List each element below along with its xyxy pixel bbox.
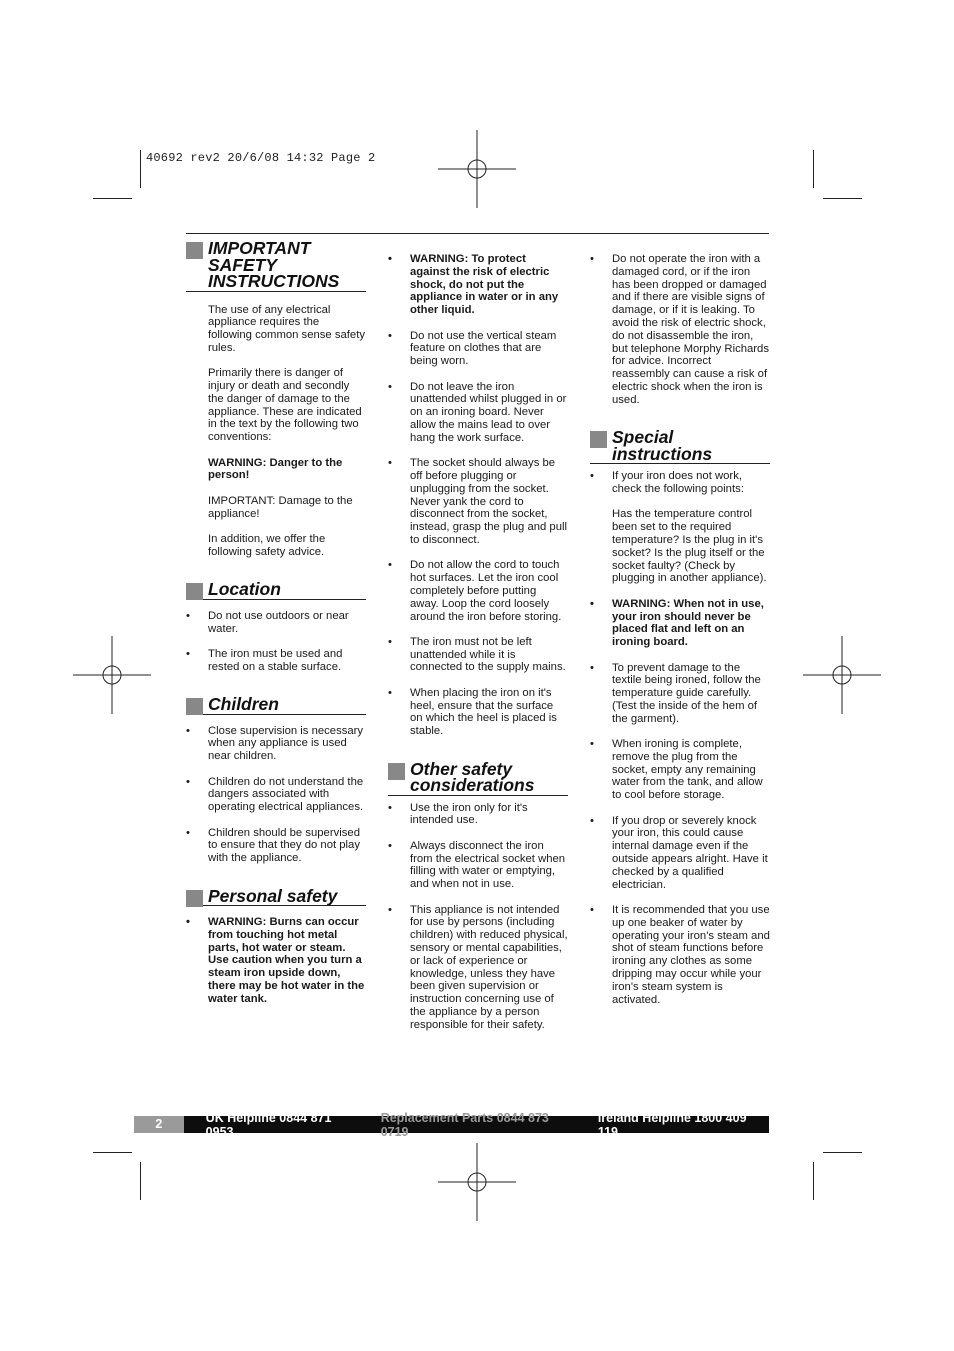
crop-mark (823, 1152, 862, 1153)
list-item: • WARNING: To protect against the risk of electric shock, do not put the appliance in water or in any other liquid. (388, 253, 568, 317)
list-item: • To prevent damage to the textile being ironed, follow the temperature guide carefully. (Test the inside of the hem of the garment). (590, 662, 770, 726)
column-3 (590, 253, 770, 1019)
heading-square-icon (388, 763, 405, 780)
list-item: • If your iron does not work, check the following points: (590, 470, 770, 496)
registration-mark-icon (438, 1143, 516, 1221)
registration-mark-icon (438, 130, 516, 208)
heading-text: Special instructions (612, 427, 713, 464)
list-item: • Children should be supervised to ensure that they do not play with the appliance. (186, 827, 366, 865)
list-item-subtext: Has the temperature control been set to the required temperature? Is the plug in it's socket? Is the plug itself or the socket faulty? (Check by plugging in another appliance). (612, 508, 767, 585)
list-item: • Do not use outdoors or near water. (186, 610, 366, 636)
print-slug: 40692 rev2 20/6/08 14:32 Page 2 (146, 151, 376, 165)
section-heading-important (186, 240, 366, 292)
uk-helpline: UK Helpline 0844 871 0953 (205, 1110, 332, 1139)
footer-helpline-bar (134, 1110, 769, 1139)
list-item: • WARNING: When not in use, your iron should never be placed flat and left on an ironing board. (590, 598, 770, 649)
list-item: • When ironing is complete, remove the plug from the socket, empty any remaining water from the tank, and allow to cool before storage. (590, 738, 770, 802)
heading-text: Personal safety (208, 885, 338, 906)
list-item: • Children do not understand the dangers associated with operating electrical appliances. (186, 776, 366, 814)
list-item: • Do not use the vertical steam feature on clothes that are being worn. (388, 330, 568, 368)
heading-square-icon (590, 431, 607, 448)
section-heading-location (186, 581, 366, 600)
list-item: • The iron must be used and rested on a stable surface. (186, 648, 366, 674)
list-item: • Do not leave the iron unattended whilst plugged in or on an ironing board. Never allow the mains lead to over hang the work surface. (388, 381, 568, 445)
column-1 (186, 240, 366, 1018)
heading-square-icon (186, 583, 203, 600)
crop-mark (813, 150, 814, 188)
warning-paragraph: WARNING: Danger to the person! (208, 456, 343, 482)
ireland-helpline: Ireland Helpline 1800 409 119 (597, 1110, 747, 1139)
top-rule (186, 233, 769, 234)
section-heading-personal-safety (186, 885, 366, 907)
heading-text: IMPORTANT SAFETY INSTRUCTIONS (208, 238, 340, 291)
crop-mark (140, 150, 141, 188)
heading-square-icon (186, 698, 203, 715)
list-item: • Do not allow the cord to touch hot surfaces. Let the iron cool completely before putting away. Loop the cord loosely around the iron before storing. (388, 559, 568, 623)
list-item: • When placing the iron on it's heel, ensure that the surface on which the heel is placed is stable. (388, 687, 568, 738)
page-number: 2 (134, 1116, 184, 1133)
list-item: • The iron must not be left unattended while it is connected to the supply mains. (388, 636, 568, 674)
list-item: • Always disconnect the iron from the electrical socket when filling with water or emptying, and when not in use. (388, 840, 568, 891)
list-item: • It is recommended that you use up one beaker of water by operating your iron's steam and shot of steam functions before ironing any clothes as some dripping may occur while your iron's steam system is activated. (590, 904, 770, 1006)
crop-mark (823, 198, 862, 199)
heading-square-icon (186, 890, 203, 907)
replacement-parts: Replacement Parts 0844 873 0719 (380, 1110, 549, 1139)
list-item: • If you drop or severely knock your iron, this could cause internal damage even if the outside appears alright. Have it checked by a qualified electrician. (590, 815, 770, 892)
paragraph: IMPORTANT: Damage to the appliance! (208, 494, 353, 520)
crop-mark (813, 1162, 814, 1200)
list-item: • This appliance is not intended for use by persons (including children) with reduced physical, sensory or mental capabilities, or lack of experience or knowledge, unless they have been given supervision or instruction concerning use of the appliance by a person responsible for their safety. (388, 904, 568, 1032)
section-heading-special (590, 429, 770, 464)
list-item: • The socket should always be off before plugging or unplugging from the socket. Never yank the cord to disconnect from the socket, instead, grasp the plug and pull to disconnect. (388, 457, 568, 547)
heading-text: Other safety considerations (410, 758, 535, 796)
heading-text: Location (208, 579, 281, 600)
section-heading-other-safety (388, 758, 568, 796)
section-heading-children (186, 696, 366, 715)
paragraph: Primarily there is danger of injury or death and secondly the danger of damage to the appliance. These are indicated in the text by the following two conventions: (208, 367, 362, 444)
crop-mark (93, 198, 132, 199)
registration-mark-icon (803, 636, 881, 714)
registration-mark-icon (73, 636, 151, 714)
paragraph: In addition, we offer the following safety advice. (208, 533, 326, 558)
heading-text: Children (208, 694, 279, 715)
crop-mark (93, 1152, 132, 1153)
list-item: • WARNING: Burns can occur from touching hot metal parts, hot water or steam. Use caution when you turn a steam iron upside down, there may be hot water in the water tank. (186, 916, 366, 1006)
column-2 (388, 253, 568, 1044)
heading-square-icon (186, 242, 203, 259)
list-item: • Close supervision is necessary when any appliance is used near children. (186, 725, 366, 763)
list-item: • Use the iron only for it's intended use. (388, 802, 568, 828)
intro-text (186, 304, 366, 559)
paragraph: The use of any electrical appliance requires the following common sense safety rules. (208, 303, 365, 354)
list-item: • Do not operate the iron with a damaged cord, or if the iron has been dropped or damaged and if there are visible signs of damage, or if it is leaking. To avoid the risk of electric shock, do not disassemble the iron, but telephone Morphy Richards for advice. Incorrect reassembly can cause a risk of electric shock when the iron is used. (590, 253, 770, 407)
crop-mark (140, 1162, 141, 1200)
